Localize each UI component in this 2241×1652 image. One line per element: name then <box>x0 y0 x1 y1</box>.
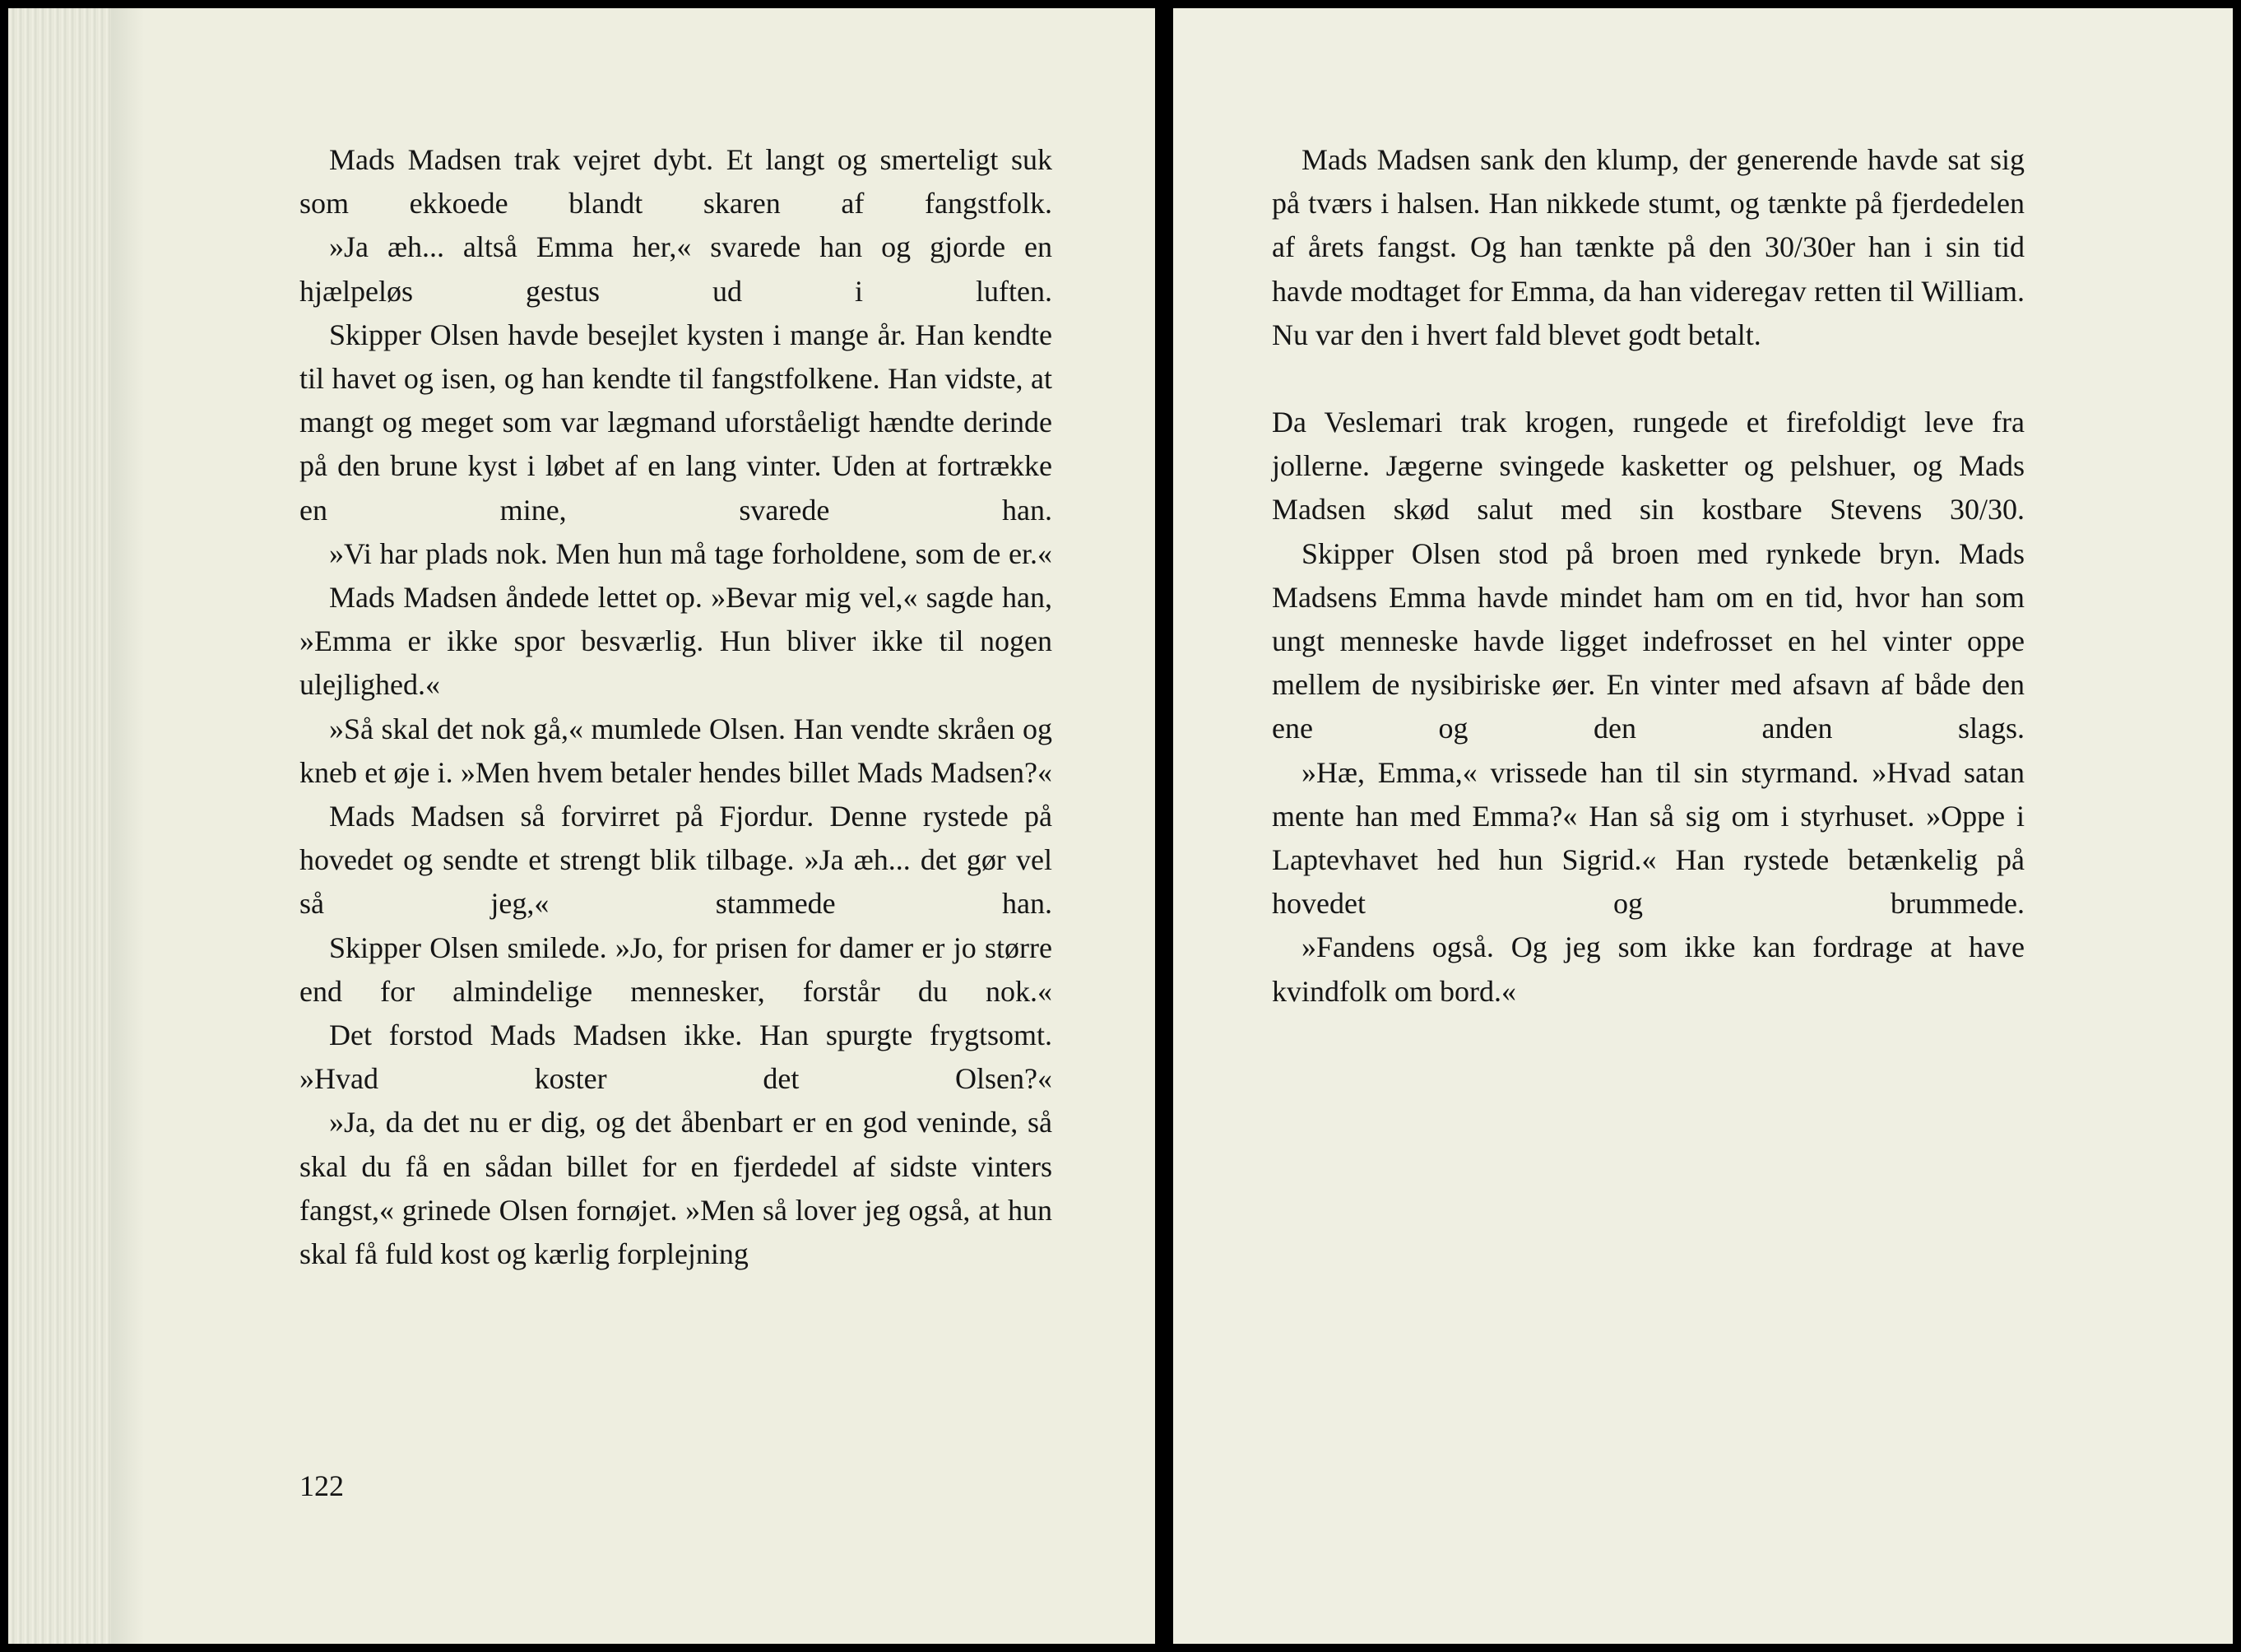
paragraph: »Vi har plads nok. Men hun må tage forholdene, som de er.« <box>329 536 1052 570</box>
paragraph: Da Veslemari trak krogen, rungede et firefoldigt leve fra jollerne. Jægerne svingede kasketter og pelshuer, og Mads Madsen skød salut med sin kostbare Stevens 30/30. <box>1272 406 2025 527</box>
paragraph: Skipper Olsen stod på broen med rynkede bryn. Mads Madsens Emma havde mindet ham om en tid, hvor han som ungt menneske havde ligget indefrosset en hel vinter oppe mellem de nysibiriske øer. En vinter med afsavn af både den ene og den anden slags. <box>1272 536 2025 745</box>
gutter-shadow <box>111 8 144 1644</box>
left-page <box>8 8 1155 1644</box>
paragraph: »Hæ, Emma,« vrissede han til sin styrmand. »Hvad satan mente han med Emma?« Han så sig om i styrhuset. »Oppe i Laptevhavet hed hun Sigrid.« Han rystede betænkelig på hovedet og brummede. <box>1272 755 2025 921</box>
paragraph: Skipper Olsen smilede. »Jo, for prisen for damer er jo større end for almindelige mennesker, forstår du nok.« <box>299 930 1052 1008</box>
paragraph: »Fandens også. Og jeg som ikke kan fordrage at have kvindfolk om bord.« <box>1272 930 2025 1008</box>
paragraph: »Ja, da det nu er dig, og det åbenbart er en god veninde, så skal du få en sådan billet for en fjerdedel af sidste vinters fangst,« grinede Olsen fornøjet. »Men så lover jeg også, at hun skal få fuld kost og kærlig forplejning <box>299 1106 1052 1271</box>
right-page <box>1173 8 2233 1644</box>
page-number: 122 <box>299 1469 344 1502</box>
left-page-text <box>299 138 1052 1276</box>
paragraph: Mads Madsen sank den klump, der generende havde sat sig på tværs i halsen. Han nikkede stumt, og tænkte på fjerdedelen af årets fangst. Og han tænkte på den 30/30er han i sin tid havde modtaget for Emma, da han videregav retten til William. Nu var den i hvert fald blevet godt betalt. <box>1272 143 2025 351</box>
paragraph: Mads Madsen trak vejret dybt. Et langt og smerteligt suk som ekkoede blandt skaren af fangstfolk. <box>299 143 1052 220</box>
paragraph: »Så skal det nok gå,« mumlede Olsen. Han vendte skråen og kneb et øje i. »Men hvem betaler hendes billet Mads Madsen?« <box>299 712 1052 789</box>
paragraph: Mads Madsen så forvirret på Fjordur. Denne rystede på hovedet og sendte et strengt blik tilbage. »Ja æh... det gør vel så jeg,« stammede han. <box>299 800 1052 921</box>
paragraph: »Ja æh... altså Emma her,« svarede han og gjorde en hjælpeløs gestus ud i luften. <box>299 230 1052 308</box>
page-edges <box>8 8 111 1644</box>
paragraph: Skipper Olsen havde besejlet kysten i mange år. Han kendte til havet og isen, og han kendte til fangstfolkene. Han vidste, at mangt og meget som var lægmand uforståeligt hændte derinde på den brune kyst i løbet af en lang vinter. Uden at fortrække en mine, svarede han. <box>299 318 1052 527</box>
paragraph: Det forstod Mads Madsen ikke. Han spurgte frygtsomt. »Hvad koster det Olsen?« <box>299 1019 1052 1096</box>
section-break <box>1272 357 2025 401</box>
paragraph: Mads Madsen åndede lettet op. »Bevar mig vel,« sagde han, »Emma er ikke spor besværlig. Hun bliver ikke til nogen ulejlighed.« <box>299 581 1052 702</box>
right-page-text <box>1272 138 2025 1014</box>
